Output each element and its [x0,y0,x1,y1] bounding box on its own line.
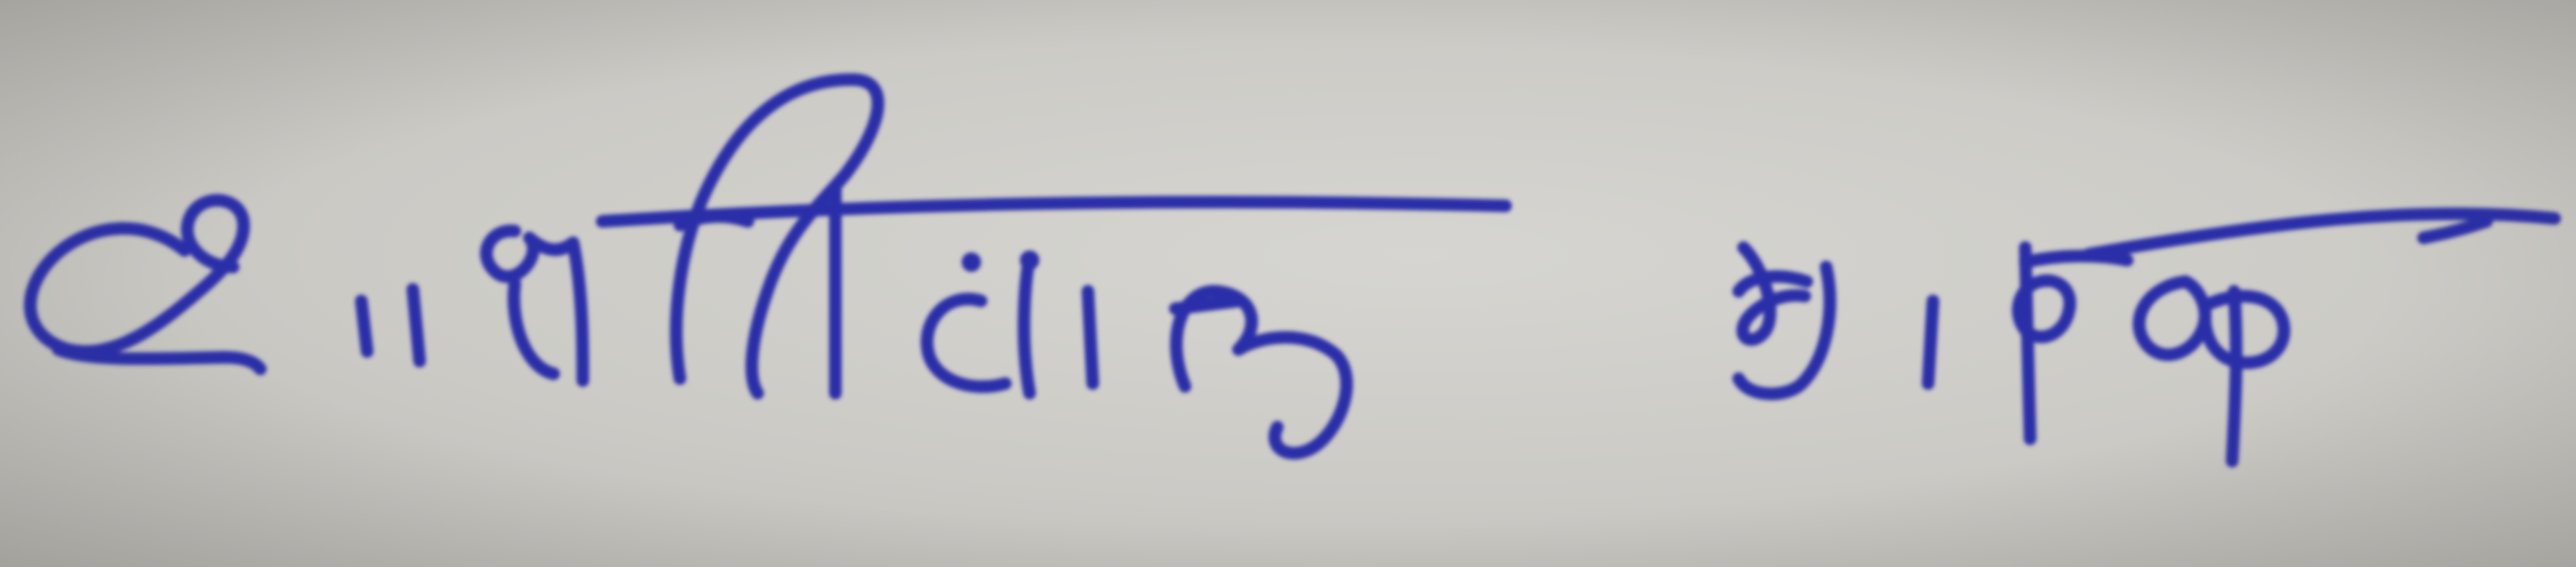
handwritten-word-1 [30,80,1506,453]
handwritten-word-2 [1739,214,2555,461]
